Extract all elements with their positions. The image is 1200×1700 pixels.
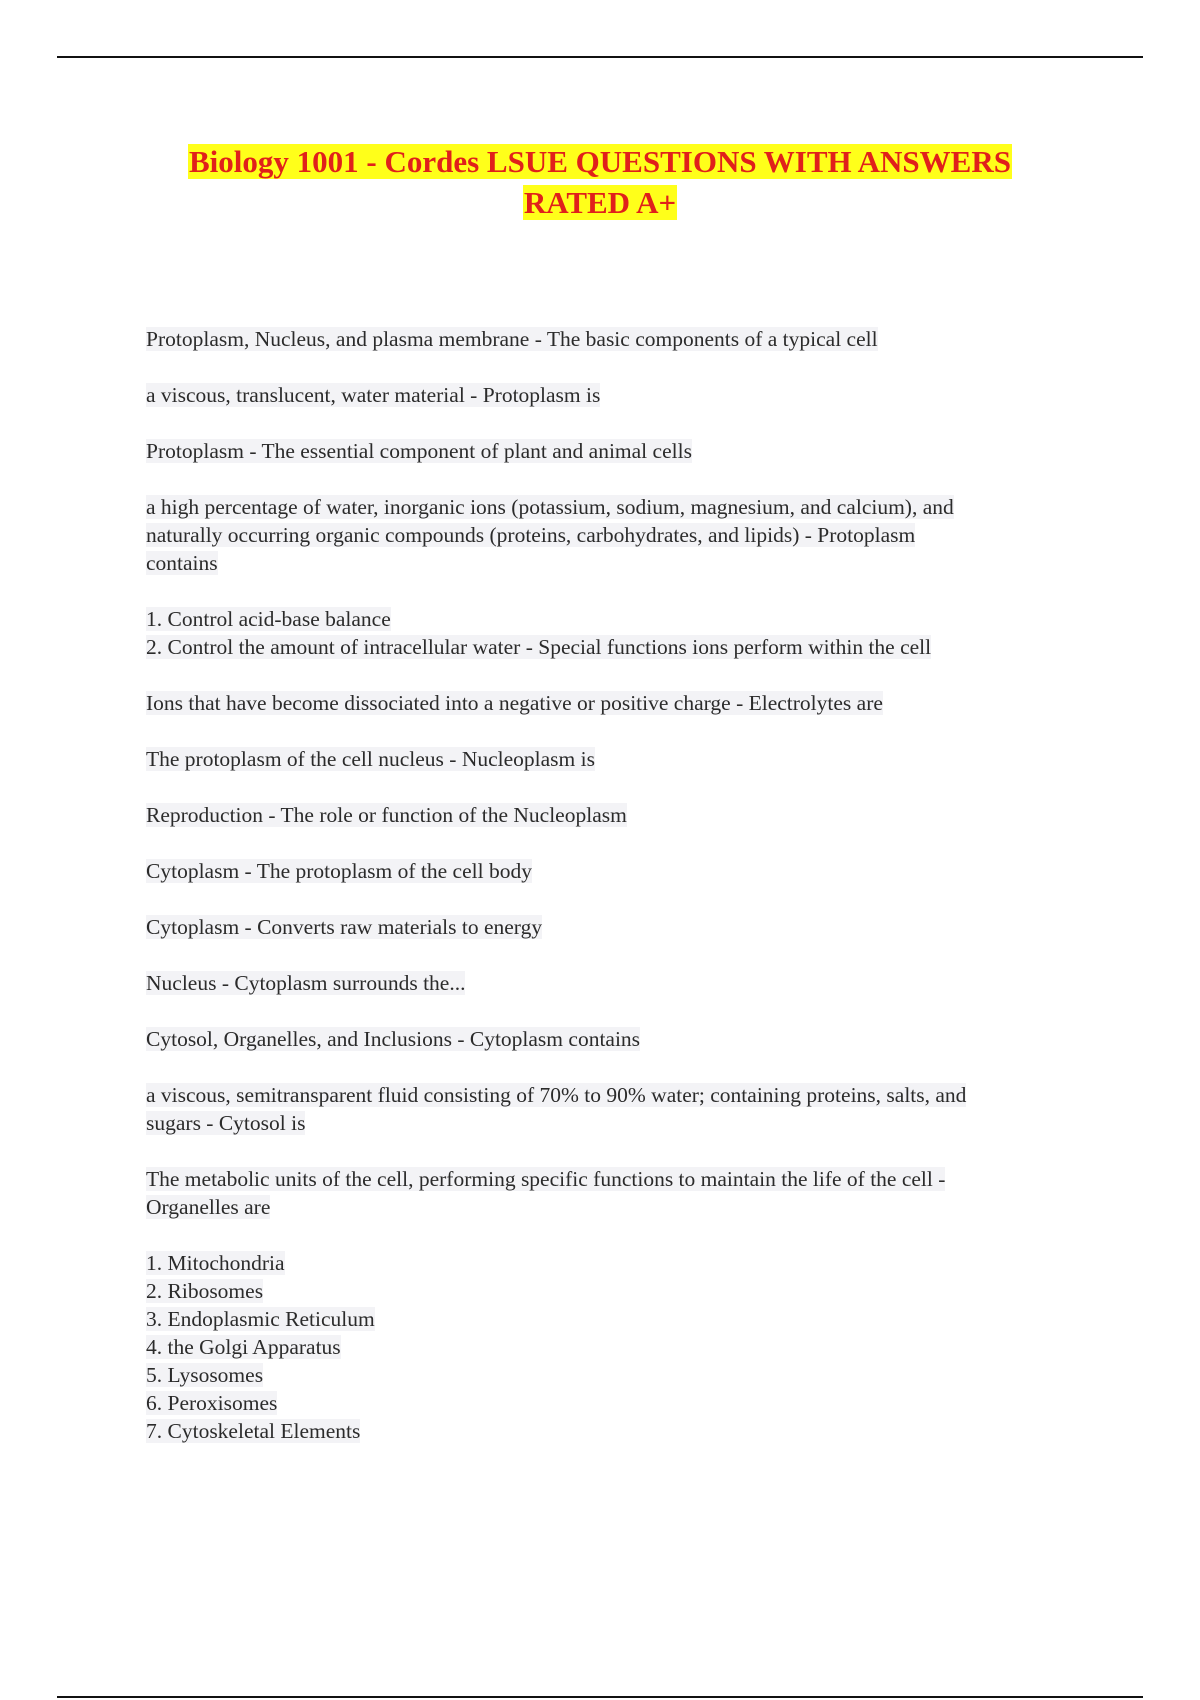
flashcard bbox=[146, 745, 1086, 773]
flashcard-line: 7. Cytoskeletal Elements bbox=[146, 1419, 361, 1443]
flashcard-line: 6. Peroxisomes bbox=[146, 1391, 278, 1415]
flashcard-line: 1. Control acid-base balance bbox=[146, 607, 391, 631]
bottom-rule bbox=[57, 1696, 1143, 1698]
flashcard bbox=[146, 1249, 1086, 1445]
flashcard-line: a high percentage of water, inorganic ions (potassium, sodium, magnesium, and calcium), and bbox=[146, 495, 954, 519]
flashcard bbox=[146, 857, 1086, 885]
flashcard bbox=[146, 1165, 1086, 1221]
flashcard bbox=[146, 969, 1086, 997]
flashcard-line: Cytoplasm - The protoplasm of the cell body bbox=[146, 859, 532, 883]
flashcard-line: Ions that have become dissociated into a negative or positive charge - Electrolytes are bbox=[146, 691, 883, 715]
flashcard-line: 2. Ribosomes bbox=[146, 1279, 264, 1303]
flashcard bbox=[146, 913, 1086, 941]
flashcard bbox=[146, 1081, 1086, 1137]
flashcard-line: a viscous, semitransparent fluid consisting of 70% to 90% water; containing proteins, salts, and bbox=[146, 1083, 967, 1107]
flashcard-line: 3. Endoplasmic Reticulum bbox=[146, 1307, 375, 1331]
flashcard-line: Cytoplasm - Converts raw materials to energy bbox=[146, 915, 543, 939]
flashcard-line: Organelles are bbox=[146, 1195, 271, 1219]
flashcard-line: 1. Mitochondria bbox=[146, 1251, 285, 1275]
flashcard-line: 5. Lysosomes bbox=[146, 1363, 264, 1387]
top-rule bbox=[57, 56, 1143, 58]
flashcard bbox=[146, 381, 1086, 409]
flashcard-line: 2. Control the amount of intracellular water - Special functions ions perform within the cell bbox=[146, 635, 932, 659]
flashcard-line: Cytosol, Organelles, and Inclusions - Cytoplasm contains bbox=[146, 1027, 641, 1051]
flashcard-line: sugars - Cytosol is bbox=[146, 1111, 306, 1135]
flashcard-line: 4. the Golgi Apparatus bbox=[146, 1335, 341, 1359]
flashcard bbox=[146, 325, 1086, 353]
flashcard-line: Nucleus - Cytoplasm surrounds the... bbox=[146, 971, 466, 995]
flashcard-line: Protoplasm, Nucleus, and plasma membrane - The basic components of a typical cell bbox=[146, 327, 878, 351]
flashcard-line: The protoplasm of the cell nucleus - Nucleoplasm is bbox=[146, 747, 595, 771]
flashcard bbox=[146, 437, 1086, 465]
flashcard bbox=[146, 493, 1086, 577]
title-line-2: RATED A+ bbox=[523, 185, 677, 220]
flashcard-list bbox=[146, 325, 1086, 1473]
document-title bbox=[0, 141, 1200, 223]
flashcard-line: The metabolic units of the cell, performing specific functions to maintain the life of the cell - bbox=[146, 1167, 946, 1191]
flashcard bbox=[146, 1025, 1086, 1053]
flashcard bbox=[146, 801, 1086, 829]
flashcard-line: contains bbox=[146, 551, 218, 575]
flashcard-line: a viscous, translucent, water material - Protoplasm is bbox=[146, 383, 601, 407]
flashcard-line: naturally occurring organic compounds (proteins, carbohydrates, and lipids) - Protoplasm bbox=[146, 523, 916, 547]
flashcard bbox=[146, 689, 1086, 717]
flashcard-line: Protoplasm - The essential component of plant and animal cells bbox=[146, 439, 692, 463]
flashcard-line: Reproduction - The role or function of the Nucleoplasm bbox=[146, 803, 627, 827]
flashcard bbox=[146, 605, 1086, 661]
title-line-1: Biology 1001 - Cordes LSUE QUESTIONS WITH ANSWERS bbox=[189, 144, 1011, 179]
